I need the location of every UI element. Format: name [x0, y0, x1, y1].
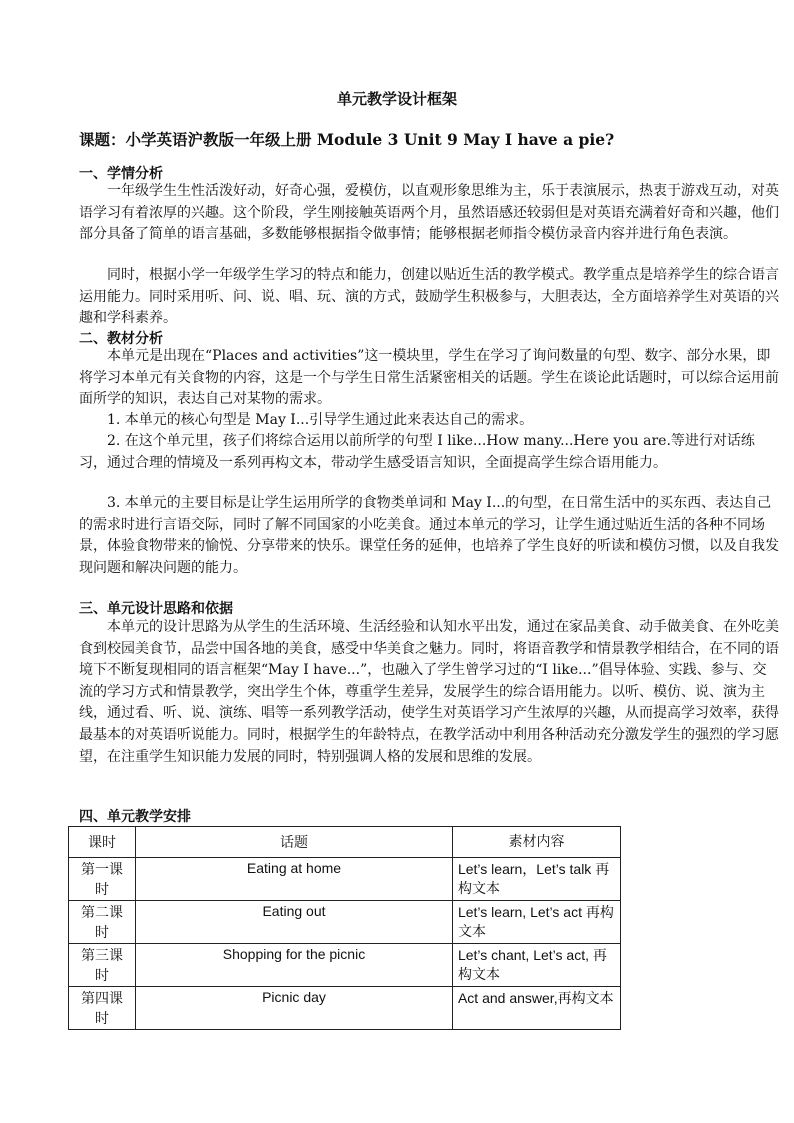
table-header-row	[69, 827, 621, 858]
section-heading-design-rationale: 三、单元设计思路和依据	[79, 601, 233, 617]
lesson-cell: 第一课时	[69, 858, 136, 901]
table-row	[69, 944, 621, 987]
section-heading-textbook-analysis: 二、教材分析	[79, 331, 163, 347]
topic-cell: Shopping for the picnic	[136, 944, 453, 987]
paragraph: 本单元是出现在“Places and activities”这一模块里，学生在学习了询问数量的句型、数字、部分水果，即将学习本单元有关食物的内容，这是一个与学生日常生活紧密相关的话题。学生在谈论此话题时，可以综合运用前面所学的知识，表达自己对某物的需求。	[79, 348, 779, 408]
column-header: 素材内容	[452, 827, 620, 858]
column-header: 话题	[136, 827, 453, 858]
topic-cell: Picnic day	[136, 987, 453, 1030]
table-row	[69, 901, 621, 944]
material-cell: Act and answer,再构文本	[452, 987, 620, 1030]
material-cell: Let’s chant, Let’s act, 再构文本	[452, 944, 620, 987]
material-cell: Let’s learn，Let’s talk 再构文本	[452, 858, 620, 901]
section-heading-schedule: 四、单元教学安排	[79, 809, 191, 825]
table-row	[69, 987, 621, 1030]
document-title: 单元教学设计框架	[336, 90, 457, 108]
lesson-subject: 课题：小学英语沪教版一年级上册 Module 3 Unit 9 May I have a pie?	[79, 130, 615, 149]
table-row	[69, 858, 621, 901]
lesson-cell: 第三课时	[69, 944, 136, 987]
paragraph: 同时，根据小学一年级学生学习的特点和能力，创建以贴近生活的教学模式。教学重点是培养学生的综合语言运用能力。同时采用听、问、说、唱、玩、演的方式，鼓励学生积极参与，大胆表达，全方面培养学生对英语的兴趣和学科素养。	[79, 267, 779, 327]
lesson-cell: 第二课时	[69, 901, 136, 944]
schedule-table	[68, 826, 621, 1030]
paragraph: 本单元的设计思路为从学生的生活环境、生活经验和认知水平出发，通过在家品美食、动手做美食、在外吃美食到校园美食节，品尝中国各地的美食，感受中华美食之魅力。同时，将语音教学和情景教学相结合，在不同的语境下不断复现相同的语言框架“May I have...”，也融入了学生曾学习过的“I like...”倡导体验、实践、参与、交流的学习方式和情景教学，突出学生个体，尊重学生差异，发展学生的综合语用能力。以听、模仿、说、演为主线，通过看、听、说、演练、唱等一系列教学活动，使学生对英语学习产生浓厚的兴趣，从而提高学习效率，获得最基本的对英语听说能力。同时，根据学生的年龄特点，在教学活动中利用各种活动充分激发学生的强烈的学习愿望，在注重学生知识能力发展的同时，特别强调人格的发展和思维的发展。	[79, 619, 779, 765]
topic-cell: Eating at home	[136, 858, 453, 901]
column-header: 课时	[69, 827, 136, 858]
paragraph: 2. 在这个单元里，孩子们将综合运用以前所学的句型 I like...How many...Here you are.等进行对话练习，通过合理的情境及一系列再构文本，带动学生感受语言知识，全面提高学生综合语用能力。	[79, 433, 755, 471]
topic-cell: Eating out	[136, 901, 453, 944]
paragraph: 一年级学生生性活泼好动，好奇心强，爱模仿，以直观形象思维为主，乐于表演展示，热衷于游戏互动，对英语学习有着浓厚的兴趣。这个阶段，学生刚接触英语两个月，虽然语感还较弱但是对英语充满着好奇和兴趣，他们部分具备了简单的语言基础，多数能够根据指令做事情；能够根据老师指令模仿录音内容并进行角色表演。	[79, 183, 779, 243]
section-heading-student-analysis: 一、学情分析	[79, 166, 163, 182]
lesson-cell: 第四课时	[69, 987, 136, 1030]
paragraph: 3. 本单元的主要目标是让学生运用所学的食物类单词和 May I...的句型，在日常生活中的买东西、表达自己的需求时进行言语交际，同时了解不同国家的小吃美食。通过本单元的学习，让学生通过贴近生活的各种不同场景，体验食物带来的愉悦、分享带来的快乐。课堂任务的延伸，也培养了学生良好的听读和模仿习惯，以及自我发现问题和解决问题的能力。	[79, 495, 779, 576]
paragraph: 1. 本单元的核心句型是 May I...引导学生通过此来表达自己的需求。	[107, 412, 534, 428]
material-cell: Let’s learn, Let’s act 再构文本	[452, 901, 620, 944]
